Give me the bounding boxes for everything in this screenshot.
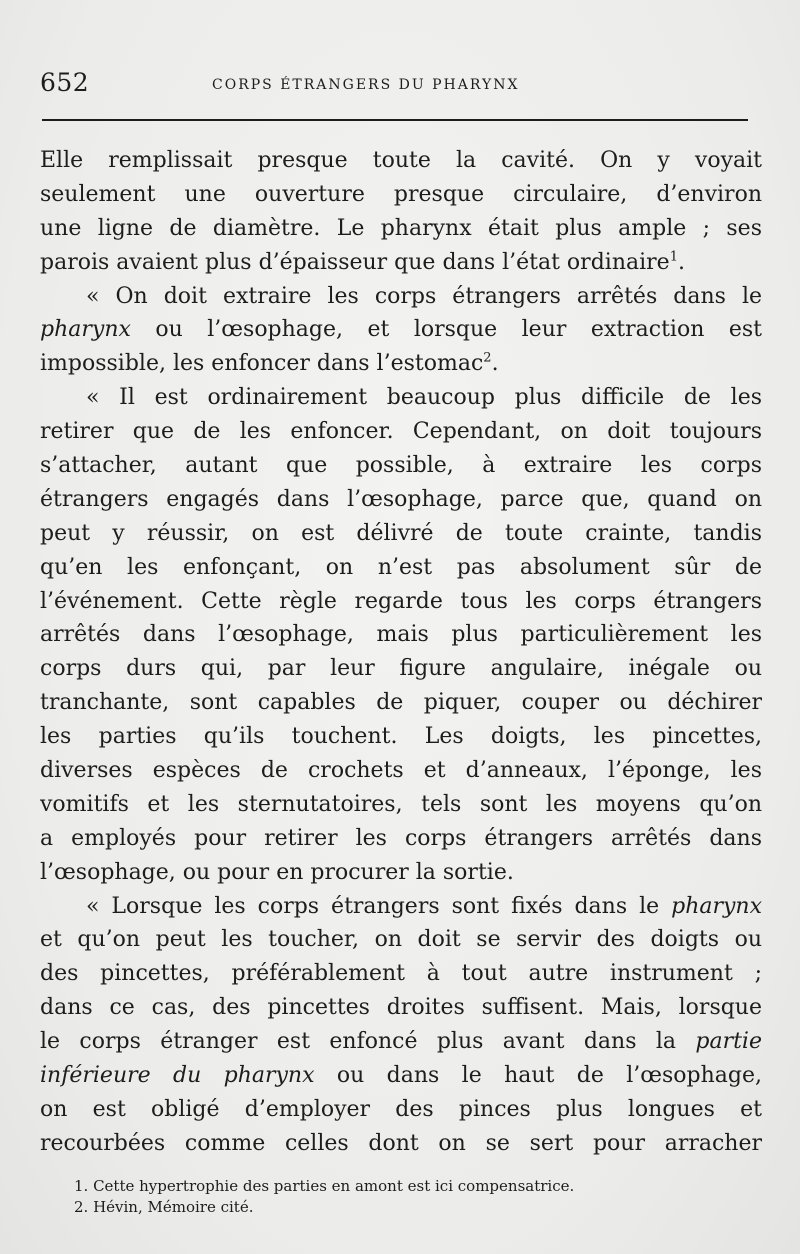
text-segment: . bbox=[491, 351, 499, 377]
text-line bbox=[40, 517, 762, 551]
text-segment: qu’en les enfonçant, on n’est pas absolument sûr de bbox=[40, 554, 762, 580]
text-segment: a employés pour retirer les corps étrangers arrêtés dans bbox=[40, 825, 762, 851]
text-segment: on est obligé d’employer des pinces plus longues et bbox=[40, 1096, 762, 1122]
text-line bbox=[40, 483, 762, 517]
text-segment: ou dans le haut de l’œsophage, bbox=[314, 1063, 762, 1089]
text-line bbox=[40, 618, 762, 652]
text-segment: recourbées comme celles dont on se sert pour arracher bbox=[40, 1130, 762, 1156]
text-line bbox=[40, 754, 762, 788]
text-segment: l’événement. Cette règle regarde tous les corps étrangers bbox=[40, 588, 762, 614]
text-segment: tranchante, sont capables de piquer, couper ou déchirer bbox=[40, 690, 762, 716]
text-segment: « On doit extraire les corps étrangers arrêtés dans le bbox=[86, 283, 762, 309]
text-segment: vomitifs et les sternutatoires, tels sont les moyens qu’on bbox=[40, 791, 762, 817]
text-line bbox=[40, 822, 762, 856]
text-line bbox=[40, 246, 762, 280]
text-line bbox=[40, 652, 762, 686]
text-segment: une ligne de diamètre. Le pharynx était plus ample ; ses bbox=[40, 215, 762, 241]
text-line bbox=[40, 415, 762, 449]
text-segment: l’œsophage, ou pour en procurer la sortie. bbox=[40, 859, 514, 885]
header-rule bbox=[42, 119, 748, 121]
text-segment: seulement une ouverture presque circulaire, d’environ bbox=[40, 181, 762, 207]
text-segment: peut y réussir, on est délivré de toute crainte, tandis bbox=[40, 520, 762, 546]
text-line bbox=[40, 212, 762, 246]
text-line bbox=[40, 957, 762, 991]
text-line bbox=[40, 1093, 762, 1127]
text-segment: parois avaient plus d’épaisseur que dans l’état ordinaire bbox=[40, 249, 670, 275]
text-segment: arrêtés dans l’œsophage, mais plus particulièrement les bbox=[40, 622, 762, 648]
text-segment: Elle remplissait presque toute la cavité. On y voyait bbox=[40, 148, 762, 173]
text-line bbox=[40, 923, 762, 957]
footnote: 2. Hévin, Mémoire cité. bbox=[74, 1198, 254, 1216]
text-line bbox=[40, 313, 762, 347]
text-segment: dans ce cas, des pincettes droites suffisent. Mais, lorsque bbox=[40, 995, 762, 1021]
footnotes bbox=[74, 1176, 754, 1218]
text-line bbox=[40, 551, 762, 585]
text-segment: « Lorsque les corps étrangers sont fixés dans le bbox=[86, 893, 672, 919]
text-segment: « Il est ordinairement beaucoup plus difficile de les bbox=[86, 385, 762, 411]
text-line bbox=[40, 1059, 762, 1093]
text-segment: des pincettes, préférablement à tout autre instrument ; bbox=[40, 961, 762, 987]
text-segment: diverses espèces de crochets et d’anneaux, l’éponge, les bbox=[40, 758, 762, 784]
text-segment: . bbox=[677, 249, 685, 275]
body-text bbox=[40, 144, 762, 1161]
text-segment: impossible, les enfoncer dans l’estomac bbox=[40, 351, 484, 377]
italic-text: pharynx bbox=[40, 317, 131, 343]
text-line bbox=[40, 890, 762, 924]
text-segment: le corps étranger est enfoncé plus avant dans la bbox=[40, 1029, 696, 1055]
page-header bbox=[40, 70, 756, 100]
footnote-ref[interactable]: 2 bbox=[483, 351, 492, 367]
footnote: 1. Cette hypertrophie des parties en amont est ici compensatrice. bbox=[74, 1177, 575, 1195]
text-line bbox=[40, 1127, 762, 1161]
footnote-ref[interactable]: 1 bbox=[669, 249, 678, 265]
text-line bbox=[40, 585, 762, 619]
italic-text: pharynx bbox=[671, 893, 762, 919]
text-segment: les parties qu’ils touchent. Les doigts, les pincettes, bbox=[40, 724, 762, 750]
text-segment: s’attacher, autant que possible, à extraire les corps bbox=[40, 453, 762, 479]
text-segment: et qu’on peut les toucher, on doit se servir des doigts ou bbox=[40, 927, 762, 953]
text-line bbox=[40, 686, 762, 720]
text-line bbox=[40, 856, 762, 890]
text-line bbox=[40, 280, 762, 314]
text-line bbox=[40, 720, 762, 754]
running-title: CORPS ÉTRANGERS DU PHARYNX bbox=[212, 77, 520, 93]
text-line bbox=[40, 381, 762, 415]
text-line bbox=[40, 991, 762, 1025]
text-line bbox=[40, 788, 762, 822]
text-line bbox=[40, 347, 762, 381]
text-line bbox=[40, 1025, 762, 1059]
text-segment: retirer que de les enfoncer. Cependant, on doit toujours bbox=[40, 419, 762, 445]
text-segment: étrangers engagés dans l’œsophage, parce que, quand on bbox=[40, 486, 762, 512]
text-line bbox=[40, 144, 762, 178]
text-line bbox=[40, 449, 762, 483]
text-line bbox=[40, 178, 762, 212]
italic-text: partie bbox=[695, 1029, 762, 1055]
text-segment: ou l’œsophage, et lorsque leur extraction est bbox=[130, 317, 762, 343]
page-number: 652 bbox=[40, 68, 90, 97]
italic-text: inférieure du pharynx bbox=[40, 1063, 315, 1089]
text-segment: corps durs qui, par leur figure angulaire, inégale ou bbox=[40, 656, 762, 682]
